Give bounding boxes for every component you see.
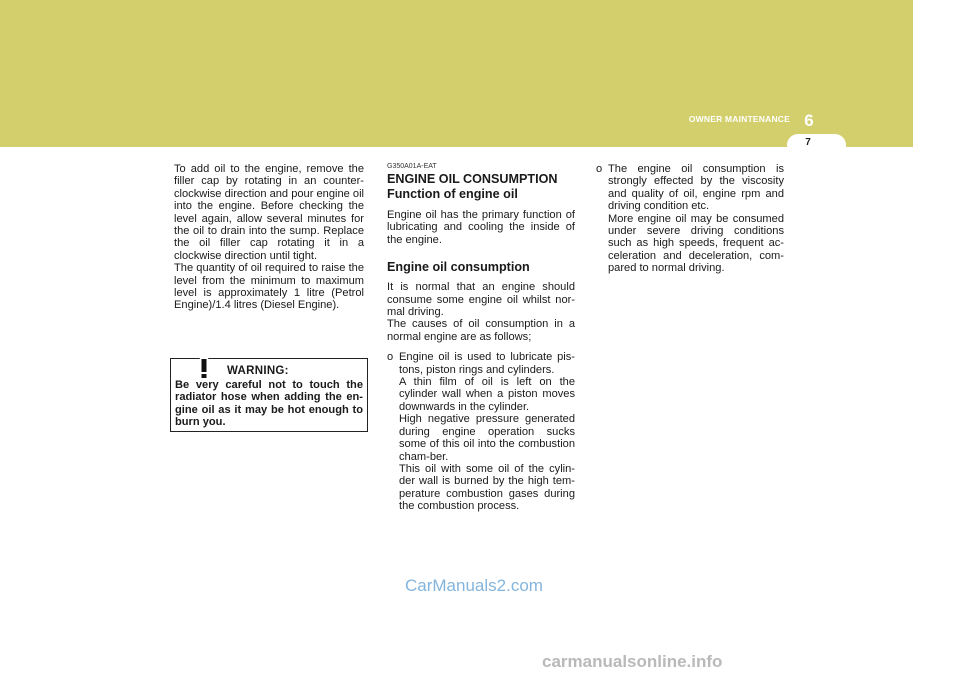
subheading-consumption: Engine oil consumption (387, 260, 530, 275)
bullet-line: This oil with some oil of the cylin-der wall is burned by the high tem-perature combustion gases during the combustion process. (399, 462, 575, 513)
paragraph-adding-oil: To add oil to the engine, remove the filler cap by rotating in an counter-clockwise direction and pour engine oil into the engine. Before checking the level again, allow several minutes for the oil to drain into the sump. Replace the oil filler cap rotating it in a clockwise direction until tight. (174, 163, 364, 262)
header-band (0, 0, 913, 147)
bullet-mark: o (387, 351, 394, 364)
section-heading: ENGINE OIL CONSUMPTION (387, 172, 558, 186)
bullet-line: More engine oil may be consumed under severe driving conditions such as high speeds, frequent ac-celeration and deceleration, com-pared to normal driving. (608, 212, 784, 275)
list-item (387, 351, 575, 512)
paragraph-oil-quantity: The quantity of oil required to raise the level from the minimum to maximum level is approximately 1 litre (Petrol Engine)/1.4 litres (Diesel Engine). (174, 262, 364, 312)
bullet-line: A thin film of oil is left on the cylinder wall when a piston moves downwards in the cylinder. (399, 376, 575, 413)
paragraph-causes: The causes of oil consumption in a normal engine are as follows; (387, 318, 575, 343)
warning-title: WARNING: (227, 365, 289, 377)
watermark-link[interactable]: CarManuals2.com (405, 576, 543, 595)
warning-text: Be very careful not to touch the radiator hose when adding the en-gine oil as it may be hot enough to burn you. (175, 379, 363, 429)
bullet-line: High negative pressure generated during engine operation sucks some of this oil into the combustion cham-ber. (399, 413, 575, 463)
paragraph-normal-consumption: It is normal that an engine should consume some engine oil whilst nor-mal driving. (387, 281, 575, 319)
section-code: G350A01A-EAT (387, 163, 437, 170)
bullet-line: Engine oil is used to lubricate pis-tons, piston rings and cylinders. (399, 351, 575, 376)
section-title: OWNER MAINTENANCE (688, 114, 790, 124)
column-left (174, 163, 364, 312)
paragraph-function: Engine oil has the primary function of lubricating and cooling the inside of the engine. (387, 209, 575, 246)
chapter-number: 6 (804, 111, 814, 130)
column-middle (387, 163, 575, 513)
bullet-mark: o (596, 163, 603, 175)
column-right (596, 163, 784, 275)
watermark-text: carmanualsonline.info (542, 652, 723, 671)
subheading-function: Function of engine oil (387, 187, 518, 201)
page-number: 7 (805, 137, 811, 148)
list-item (596, 163, 784, 275)
warning-triangle-icon (184, 350, 224, 382)
bullet-line: The engine oil consumption is strongly effected by the viscosity and quality of oil, engine rpm and driving condition etc. (608, 163, 784, 213)
warning-box (170, 358, 368, 432)
